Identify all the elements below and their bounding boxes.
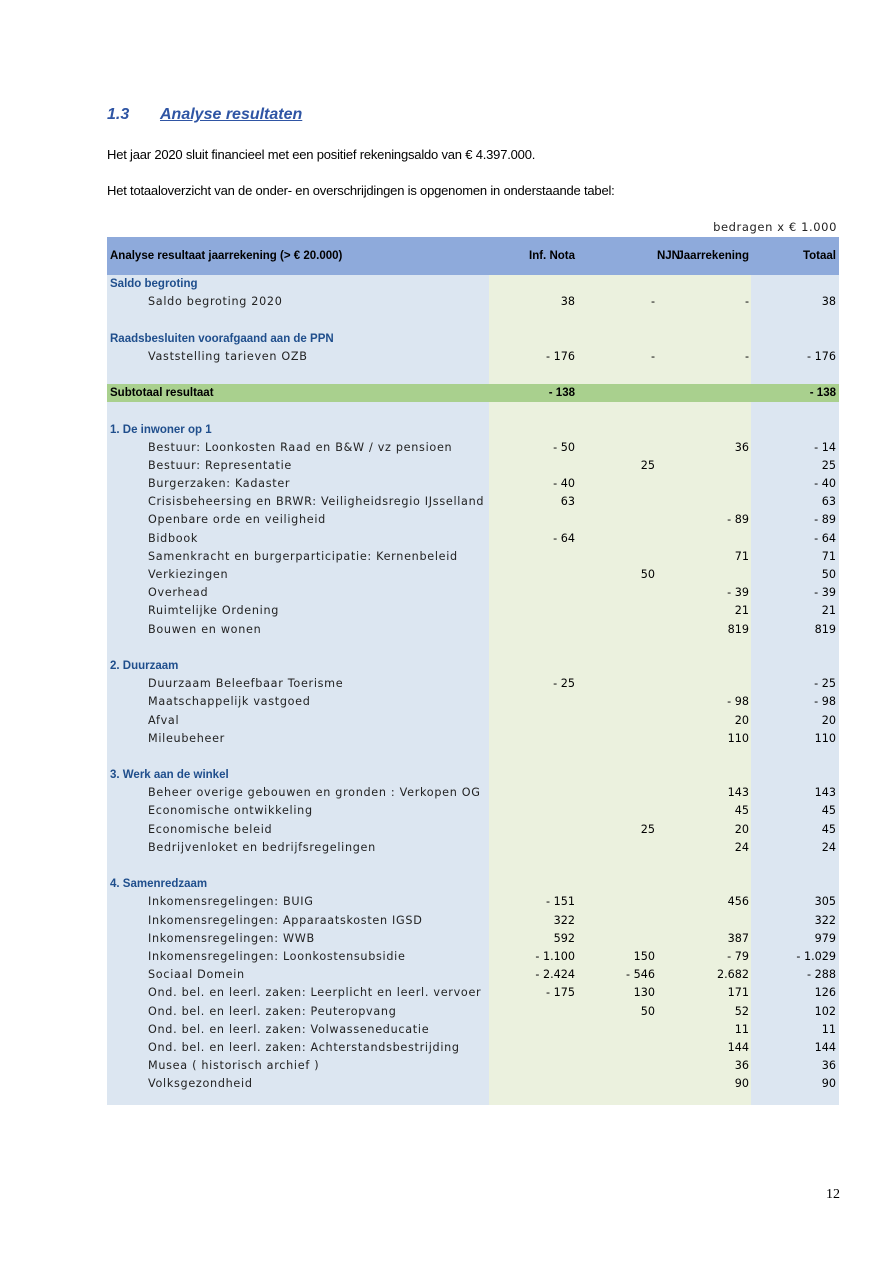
- cell-njn: 25: [640, 458, 655, 472]
- cell-description: Saldo begroting: [110, 278, 198, 290]
- cell-description: Inkomensregelingen: Apparaatskosten IGSD: [148, 913, 423, 927]
- cell-totaal: 50: [821, 568, 836, 581]
- cell-jaarrekening: 456: [727, 895, 749, 909]
- cell-totaal: - 39: [814, 586, 836, 600]
- cell-jaarrekening: 45: [734, 804, 749, 818]
- table-row: [107, 784, 839, 802]
- cell-totaal: 45: [821, 804, 836, 818]
- cell-jaarrekening: 143: [727, 786, 749, 800]
- cell-totaal: 21: [821, 604, 836, 618]
- table-row: [107, 948, 839, 966]
- cell-jaarrekening: 21: [734, 604, 749, 618]
- cell-inf-nota: - 25: [553, 677, 575, 691]
- cell-description: Overhead: [148, 586, 209, 600]
- cell-description: Inkomensregelingen: BUIG: [148, 895, 314, 909]
- cell-jaarrekening: 36: [734, 440, 749, 454]
- cell-description: Musea ( historisch archief ): [148, 1059, 320, 1073]
- cell-jaarrekening: 144: [727, 1040, 749, 1054]
- cell-totaal: - 89: [814, 513, 836, 527]
- section-heading: [107, 106, 302, 124]
- table-row: [107, 621, 839, 639]
- cell-inf-nota: - 176: [546, 349, 575, 363]
- cell-totaal: 71: [821, 549, 836, 563]
- cell-totaal: 36: [821, 1059, 836, 1073]
- cell-jaarrekening: 52: [734, 1004, 749, 1018]
- cell-description: Burgerzaken: Kadaster: [148, 477, 291, 491]
- spacer-row: [107, 639, 839, 657]
- section-row: [107, 875, 839, 893]
- spacer-row: [107, 748, 839, 766]
- header-njn: NJN: [656, 250, 680, 262]
- cell-totaal: - 14: [814, 440, 836, 454]
- section-number: 1.3: [107, 106, 130, 123]
- table-row: [107, 511, 839, 529]
- cell-description: Raadsbesluiten voorafgaand aan de PPN: [110, 332, 334, 345]
- results-table: [107, 237, 839, 1105]
- cell-njn: -: [650, 349, 655, 363]
- cell-totaal: 322: [814, 913, 836, 927]
- cell-description: Bestuur: Loonkosten Raad en B&W / vz pensioen: [148, 440, 453, 454]
- cell-jaarrekening: - 79: [727, 949, 749, 963]
- cell-description: Volksgezondheid: [148, 1077, 253, 1091]
- spacer-row: [107, 311, 839, 329]
- table-row: [107, 602, 839, 620]
- header-jaarrekening: Jaarrekening: [677, 250, 749, 262]
- cell-description: 2. Duurzaam: [110, 659, 179, 672]
- cell-inf-nota: - 1.100: [535, 949, 575, 963]
- cell-njn: -: [650, 295, 655, 309]
- cell-description: Afval: [148, 713, 180, 727]
- cell-description: 4. Samenredzaam: [110, 878, 208, 891]
- cell-totaal: 979: [814, 931, 836, 945]
- cell-inf-nota: - 151: [546, 895, 575, 909]
- table-row: [107, 566, 839, 584]
- cell-description: Samenkracht en burgerparticipatie: Kernenbeleid: [148, 549, 458, 563]
- cell-totaal: - 1.029: [796, 949, 836, 963]
- section-row: [107, 275, 839, 293]
- cell-totaal: 110: [814, 731, 836, 745]
- cell-totaal: - 176: [807, 349, 836, 363]
- cell-description: Verkiezingen: [148, 568, 229, 581]
- cell-inf-nota: - 2.424: [535, 968, 575, 982]
- cell-totaal: 45: [821, 822, 836, 836]
- cell-totaal: - 138: [809, 387, 836, 400]
- cell-inf-nota: 592: [553, 931, 575, 945]
- cell-njn: - 546: [626, 968, 655, 982]
- cell-jaarrekening: 36: [734, 1059, 749, 1073]
- cell-totaal: - 64: [814, 531, 836, 545]
- table-row: [107, 930, 839, 948]
- cell-description: Inkomensregelingen: Loonkostensubsidie: [148, 949, 406, 963]
- cell-totaal: 305: [814, 895, 836, 909]
- table-row: [107, 693, 839, 711]
- cell-description: Duurzaam Beleefbaar Toerisme: [148, 677, 344, 691]
- table-row: [107, 802, 839, 820]
- table-row: [107, 475, 839, 493]
- table-row: [107, 293, 839, 311]
- cell-jaarrekening: 24: [734, 840, 749, 854]
- cell-description: Ond. bel. en leerl. zaken: Peuteropvang: [148, 1004, 397, 1018]
- table-row: [107, 893, 839, 911]
- table-row: [107, 548, 839, 566]
- cell-jaarrekening: - 39: [727, 586, 749, 600]
- spacer-row: [107, 366, 839, 384]
- cell-totaal: 144: [814, 1040, 836, 1054]
- cell-jaarrekening: 819: [727, 622, 749, 636]
- cell-description: 3. Werk aan de winkel: [110, 769, 229, 782]
- section-row: [107, 330, 839, 348]
- table-body: [107, 237, 839, 1093]
- cell-njn: 130: [633, 986, 655, 1000]
- cell-jaarrekening: 110: [727, 731, 749, 745]
- table-intro-paragraph: Het totaaloverzicht van de onder- en overschrijdingen is opgenomen in onderstaande tabel:: [107, 183, 615, 198]
- cell-description: Ruimtelijke Ordening: [148, 604, 280, 618]
- cell-description: Openbare orde en veiligheid: [148, 513, 326, 527]
- table-row: [107, 1039, 839, 1057]
- cell-totaal: - 40: [814, 477, 836, 491]
- cell-totaal: 819: [814, 622, 836, 636]
- cell-description: Saldo begroting 2020: [148, 295, 283, 309]
- table-row: [107, 712, 839, 730]
- cell-totaal: 102: [814, 1004, 836, 1018]
- table-row: [107, 530, 839, 548]
- cell-totaal: - 98: [814, 695, 836, 709]
- table-row: [107, 1003, 839, 1021]
- table-row: [107, 457, 839, 475]
- table-row: [107, 839, 839, 857]
- section-row: [107, 657, 839, 675]
- cell-totaal: 90: [821, 1077, 836, 1091]
- cell-totaal: 63: [821, 495, 836, 509]
- cell-jaarrekening: 387: [727, 931, 749, 945]
- cell-inf-nota: 38: [560, 295, 575, 309]
- table-row: [107, 1021, 839, 1039]
- cell-description: Ond. bel. en leerl. zaken: Leerplicht en leerl. vervoer: [148, 986, 482, 1000]
- cell-description: Bestuur: Representatie: [148, 458, 292, 472]
- cell-inf-nota: - 175: [546, 986, 575, 1000]
- cell-njn: 25: [640, 822, 655, 836]
- table-row: [107, 730, 839, 748]
- cell-description: Bidbook: [148, 531, 199, 545]
- cell-njn: 50: [640, 1004, 655, 1018]
- subtotal-row: [107, 384, 839, 402]
- cell-description: Subtotaal resultaat: [110, 387, 214, 400]
- table-row: [107, 912, 839, 930]
- cell-description: Sociaal Domein: [148, 968, 245, 982]
- cell-jaarrekening: 171: [727, 986, 749, 1000]
- table-row: [107, 1075, 839, 1093]
- header-inf-nota: Inf. Nota: [529, 250, 575, 262]
- table-header-row: [107, 237, 839, 275]
- cell-totaal: 11: [821, 1022, 836, 1036]
- cell-jaarrekening: 20: [734, 822, 749, 836]
- cell-totaal: - 288: [807, 968, 836, 982]
- table-row: [107, 584, 839, 602]
- table-row: [107, 493, 839, 511]
- cell-totaal: 24: [821, 840, 836, 854]
- table-row: [107, 439, 839, 457]
- cell-description: Economische beleid: [148, 822, 273, 836]
- table-row: [107, 675, 839, 693]
- cell-jaarrekening: -: [744, 349, 749, 363]
- cell-totaal: 38: [821, 295, 836, 309]
- cell-jaarrekening: 11: [734, 1022, 749, 1036]
- cell-description: 1. De inwoner op 1: [110, 423, 212, 436]
- cell-inf-nota: - 138: [548, 387, 575, 400]
- table-row: [107, 1057, 839, 1075]
- table-row: [107, 984, 839, 1002]
- cell-njn: 150: [633, 949, 655, 963]
- cell-description: Beheer overige gebouwen en gronden : Verkopen OG: [148, 786, 481, 800]
- section-title: Analyse resultaten: [160, 106, 303, 123]
- header-description: Analyse resultaat jaarrekening (> € 20.000): [110, 250, 343, 262]
- cell-description: Maatschappelijk vastgoed: [148, 695, 311, 709]
- table-row: [107, 966, 839, 984]
- table-row: [107, 821, 839, 839]
- cell-description: Vaststelling tarieven OZB: [148, 349, 308, 363]
- cell-totaal: 126: [814, 986, 836, 1000]
- intro-paragraph: Het jaar 2020 sluit financieel met een positief rekeningsaldo van € 4.397.000.: [107, 147, 536, 162]
- cell-totaal: 25: [821, 458, 836, 472]
- cell-inf-nota: 322: [553, 913, 575, 927]
- cell-totaal: - 25: [814, 677, 836, 691]
- cell-jaarrekening: - 98: [727, 695, 749, 709]
- section-row: [107, 421, 839, 439]
- cell-description: Ond. bel. en leerl. zaken: Achterstandsbestrijding: [148, 1040, 460, 1054]
- cell-inf-nota: - 40: [553, 477, 575, 491]
- header-totaal: Totaal: [802, 250, 836, 262]
- cell-description: Inkomensregelingen: WWB: [148, 931, 315, 945]
- cell-inf-nota: - 64: [553, 531, 575, 545]
- cell-jaarrekening: 20: [734, 713, 749, 727]
- spacer-row: [107, 857, 839, 875]
- table-row: [107, 348, 839, 366]
- unit-note: bedragen x € 1.000: [713, 220, 837, 234]
- cell-jaarrekening: - 89: [727, 513, 749, 527]
- page-number: 12: [826, 1187, 840, 1202]
- cell-description: Bouwen en wonen: [148, 622, 262, 636]
- cell-jaarrekening: 90: [734, 1077, 749, 1091]
- spacer-row: [107, 402, 839, 420]
- cell-jaarrekening: 2.682: [716, 968, 749, 982]
- cell-totaal: 143: [814, 786, 836, 800]
- cell-description: Bedrijvenloket en bedrijfsregelingen: [148, 840, 376, 854]
- cell-inf-nota: - 50: [553, 440, 575, 454]
- cell-description: Economische ontwikkeling: [148, 804, 313, 818]
- cell-description: Ond. bel. en leerl. zaken: Volwasseneducatie: [148, 1022, 430, 1036]
- cell-totaal: 20: [821, 713, 836, 727]
- cell-jaarrekening: 71: [734, 549, 749, 563]
- cell-njn: 50: [640, 568, 655, 581]
- cell-inf-nota: 63: [560, 495, 575, 509]
- cell-description: Crisisbeheersing en BRWR: Veiligheidsregio IJsselland: [148, 495, 485, 509]
- cell-description: Mileubeheer: [148, 731, 225, 745]
- section-row: [107, 766, 839, 784]
- cell-jaarrekening: -: [744, 295, 749, 309]
